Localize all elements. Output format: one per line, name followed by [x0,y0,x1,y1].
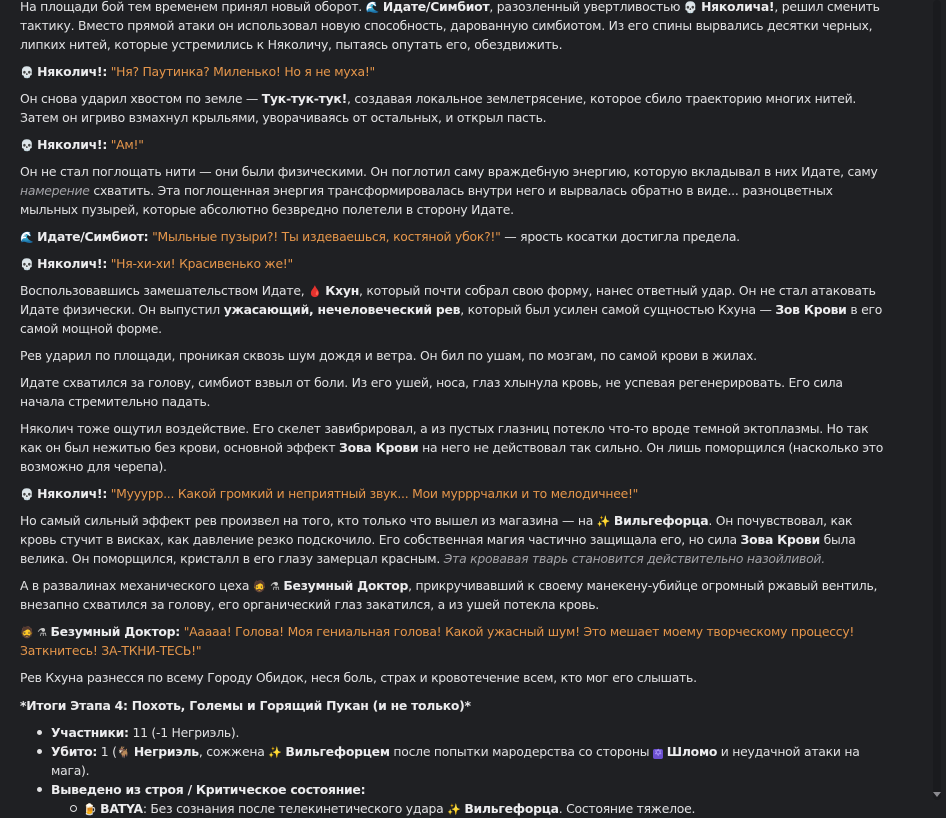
beer-mug-icon: 🍺 [83,803,97,816]
speaker: Няколич!: [37,256,108,271]
list-item-out-of-action: Выведено из строя / Критическое состояние: 🍺 BATYA: Без сознания после телекинетического удара ✨ Вильгефорца. Состояние тяжелое. [31,780,890,818]
line-nyakolich-4 [20,484,890,503]
vertical-scrollbar[interactable] [930,0,946,800]
list-item-killed: Убито: 1 (🐐 Негриэль, сожжена ✨ Вильгефорцем после попытки мародерства со стороны ✡ Шломо и неудачной атаки на мага). [31,742,890,780]
sparkles-icon: ✨ [596,515,611,528]
name-vilgeforcem: Вильгефорцем [285,744,390,759]
alembic-icon: ⚗ [270,580,280,593]
line-nyakolich-2 [20,135,890,154]
quote: "Ааааа! Голова! Моя гениальная голова! Какой ужасный шум! Это мешает моему творческому процессу! Заткнитесь! ЗА-ТКНИ-ТЕСЬ!" [20,624,855,658]
paragraph-doctor: А в развалинах механического цеха 🧔 ⚗ Безумный Доктор, прикручивавший к своему манекену-убийце огромный ржавый вентиль, внезапно схватился за голову, его органический глаз закатился, а из ушей потекла кровь. [20,578,878,612]
line-nyakolich-1 [20,62,890,81]
sublist [51,799,890,818]
name-batya: BATYA [100,801,143,816]
skull-icon: 💀 [20,66,34,79]
sparkles-icon: ✨ [447,803,461,816]
paragraph-tail-strike: Он снова ударил хвостом по земле — Тук-тук-тук!, создавая локальное землетрясение, которое сбило траекторию многих нитей. Затем он игриво взмахнул крыльями, уворачиваясь от остальных, и открыл пасть. [20,91,857,125]
list-item-batya: 🍺 BATYA: Без сознания после телекинетического удара ✨ Вильгефорца. Состояние тяжелое. [69,799,890,818]
quote: "Мыльные пузыри?! Ты издеваешься, костяной убок?!" [152,229,501,244]
speaker: Няколич!: [37,137,108,152]
alembic-icon: ⚗ [37,626,47,639]
line-nyakolich-3 [20,254,890,273]
scroll-down-arrow-icon[interactable] [933,792,941,797]
name-shlomo: Шломо [666,744,718,759]
name-khun: Кхун [325,283,360,298]
skull-icon: 💀 [20,488,34,501]
paragraph-absorb: Он не стал поглощать нити — они были физическими. Он поглотил саму враждебную энергию, которую вкладывал в них Идате, саму намерение схватить. Эта поглощенная энергия трансформировалась внутри него и вырвалась обратно в виде... разноцветных мыльных пузырей, которые абсолютно безвредно полетели в сторону Идате. [20,164,878,217]
quote: "Мууурр... Какой громкий и неприятный звук... Мои мурррчалки и то мелодичнее!" [110,486,639,501]
skull-icon: 💀 [20,258,34,271]
list-item-participants: Участники: 11 (-1 Негриэль). [31,723,890,742]
paragraph-vilgeforc: Но самый сильный эффект рев произвел на того, кто только что вышел из магазина — на ✨ Вильгефорца. Он почувствовал, как кровь стучит в висках, как давление резко подскочило. Его собственная магия частично защищала его, но сила Зова Крови была велика. Он поморщился, кристалл в его глазу замерцал красным. Эта кровавая тварь становится действительно назойливой. [20,513,856,566]
wave-icon: 🌊 [20,231,34,244]
bearded-face-icon: 🧔 [252,580,267,593]
message-content [20,0,890,818]
paragraph-idate-pain: Идате схватился за голову, симбиот взвыл от боли. Из его ушей, носа, глаз хлынула кровь, не успевая регенерировать. Его сила начала стремительно падать. [20,375,843,409]
quote: "Ня? Паутинка? Миленько! Но я не муха!" [110,64,376,79]
line-idate: 🌊 Идате/Симбиот: "Мыльные пузыри?! Ты издеваешься, костяной убок?!" — ярость косатки достигла предела. [20,229,740,244]
skull-icon: 💀 [20,139,34,152]
speaker: Безумный Доктор: [50,624,180,639]
speaker: Идате/Симбиот: [37,229,149,244]
line-doctor [20,622,890,660]
scrollbar-track[interactable] [933,0,941,800]
skull-icon: 💀 [683,1,698,14]
wave-icon: 🌊 [365,1,380,14]
bearded-face-icon: 🧔 [20,626,34,639]
summary-list [20,723,890,818]
sparkles-icon: ✨ [268,746,282,759]
name-vilgeforc: Вильгефорца [613,513,709,528]
name-nyakolich: Няколича! [701,0,775,14]
blood-drop-icon: 🩸 [308,285,322,298]
speaker: Няколич!: [37,64,108,79]
quote: "Ам!" [110,137,144,152]
star-of-david-icon: ✡ [653,748,663,759]
paragraph-city: Рев Кхуна разнесся по всему Городу Обидок, неся боль, страх и кровотечение всем, кто мог его слышать. [20,670,697,685]
paragraph-roar-hit: Рев ударил по площади, проникая сквозь шум дождя и ветра. Он бил по ушам, по мозгам, по самой крови в жилах. [20,348,757,363]
summary-title: *Итоги Этапа 4: Похоть, Големы и Горящий Пукан (и не только)* [20,698,471,713]
paragraph-battle-turn: На площади бой тем временем принял новый оборот. 🌊 Идате/Симбиот, разозленный увертливостью 💀 Няколича!, решил сменить тактику. Вместо прямой атаки он использовал новую способность, дарованную симбиотом. Из его спины вырвались десятки черных, липких нитей, которые устремились к Няколичу, пытаясь опутать его, обездвижить. [20,0,880,52]
name-negriel: Негриэль [133,744,199,759]
name-idate: Идате/Симбиот [382,0,490,14]
name-vilgeforc: Вильгефорца [464,801,559,816]
speaker: Няколич!: [37,486,108,501]
name-doctor: Безумный Доктор [283,578,409,593]
goat-icon: 🐐 [116,746,131,759]
paragraph-nyakolich-effect: Няколич тоже ощутил воздействие. Его скелет завибрировал, а из пустых глазниц потекло что-то вроде темной эктоплазмы. Но так как он был нежитью без крови, основной эффект Зова Крови на него не действовал так сильно. Он лишь поморщился (насколько это возможно для черепа). [20,421,884,474]
quote: "Ня-хи-хи! Красивенько же!" [110,256,293,271]
paragraph-roar: Воспользовавшись замешательством Идате, 🩸 Кхун, который почти собрал свою форму, нанес ответный удар. Он не стал атаковать Идате физически. Он выпустил ужасающий, нечеловеческий рев, который был усилен самой сущностью Кхуна — Зов Крови в его самой мощной форме. [20,283,883,336]
